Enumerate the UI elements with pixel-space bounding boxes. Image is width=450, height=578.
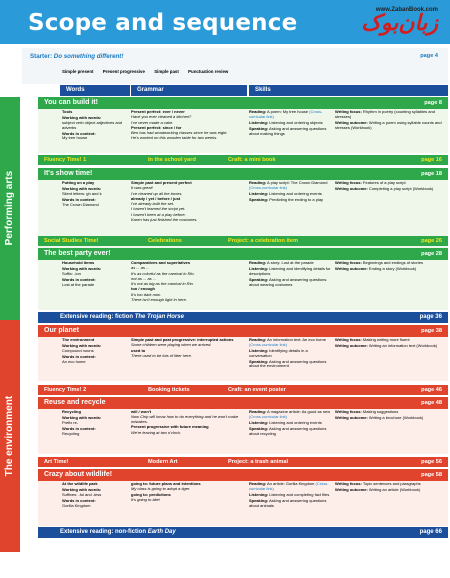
skills-text: Listening and ordering events [268,419,322,425]
writing-text: Writing an information text (Workbook) [367,342,438,348]
skills-text: Listening and ordering objects [268,119,323,125]
writing-heading: Writing outcome: [335,185,368,191]
unit-title: Crazy about wildlife! [44,471,113,478]
grammar-example: My class is going to adopt a tiger. [131,486,191,492]
unit-number: 2 [25,170,33,185]
skills-text: Asking and answering questions about wearing costumes [249,276,327,287]
writing-text: Completing a play script (Workbook) [367,185,434,191]
grammar-example: We're leaving at two o'clock. [131,429,182,435]
grammar-example: It's not as big as the carnival in Rio. [131,281,194,287]
writing-heading: Writing outcome: [335,486,368,492]
grammar-heading: used to [131,347,146,353]
skills-text: Asking and answering questions about making things [249,125,327,136]
words-heading: Working with words: [62,414,102,420]
unit-number: 4 [25,327,33,342]
words-entry [62,499,130,509]
skills-text: Predicting the ending to a play [268,196,324,202]
words-text: The Crown Diamond [62,201,99,207]
skills-text: Listening and completing fact files [268,491,330,497]
strip-title: Fluency Time! 1 [44,157,87,163]
grammar-example: I've never made a cake. [131,119,174,125]
skills-entry [249,127,331,137]
words-cell [62,482,130,509]
grammar-example: not as ... as ... [131,275,157,281]
skills-heading: Listening: [249,491,269,497]
strip-page: page 56 [421,459,442,465]
grammar-example: Karen has just finished the costumes. [131,216,198,222]
extensive-title: Earth Day [147,529,176,535]
starter-label: Starter: [30,53,53,60]
extensive-title: The Trojan Horse [134,314,184,320]
unit-title-bar [38,325,448,337]
strip-topic: Booking tickets [148,387,190,393]
writing-cell [335,110,445,132]
skills-heading: Speaking: [249,196,269,202]
column-header-grammar: Grammar [131,85,247,96]
grammar-example: He's worked on this wooden table for two weeks. [131,135,218,141]
unit-page: page 48 [421,400,442,406]
skills-entry [249,338,331,348]
column-header-skills: Skills [249,85,448,96]
writing-heading: Writing outcome: [335,342,368,348]
skills-entry [249,482,331,492]
words-heading: Working with words: [62,185,102,191]
extensive-reading-fiction [38,312,448,323]
skills-entry [249,278,331,288]
skills-heading: Reading: [249,109,267,114]
skills-entry [249,110,331,120]
page-title: Scope and sequence [28,10,298,36]
words-cell [62,338,130,365]
grammar-example: I've cleaned up all the boxes. [131,190,183,196]
unit-title: The best party ever! [44,250,111,257]
skills-heading: Reading: [249,481,267,486]
cross-curricular-link: (Cross-curricular link) [249,341,288,347]
skills-text: Asking and answering questions about the environment [249,358,327,369]
grammar-example: It's going to bite! [131,496,161,502]
strip-page: page 26 [421,238,442,244]
writing-entry [335,416,445,421]
skills-cell [249,338,331,370]
skills-text: A play script: The Crown Diamond [266,180,328,185]
words-entry [62,132,130,142]
strip-page: page 16 [421,157,442,163]
writing-heading: Writing focus: [335,337,362,342]
grammar-example: It's too dark now. [131,291,161,297]
grammar-cell [131,261,247,303]
page-header [0,0,450,44]
words-text: Compound nouns [62,347,94,353]
cross-curricular-link: (Cross-curricular link) [249,109,323,119]
extensive-page: page 36 [419,314,442,320]
column-header-words: Words [60,85,130,96]
words-heading: At the wildlife park [62,481,98,486]
art-strip [38,457,448,467]
skills-entry [249,360,331,370]
skills-text: A magazine article: As good as new [266,409,331,414]
skills-cell [249,110,331,137]
logo-mark: زبان‌بوک [361,11,438,37]
strip-page: page 46 [421,387,442,393]
words-entry [62,198,130,208]
grammar-cell [131,338,247,359]
words-entry [62,427,130,437]
unit-page: page 58 [421,472,442,478]
grammar-example: Ben has had woodworking classes since he was eight. [131,130,228,136]
grammar-example: Now Chip will know how to do everything and he won't make mistakes. [131,414,239,425]
unit-title-bar [38,397,448,409]
writing-text: Writing a brochure (Workbook) [367,414,424,420]
grammar-example: It's as colorful as the carnival in Rio. [131,270,195,276]
grammar-example: There isn't enough light in here. [131,296,187,302]
words-entry [62,355,130,365]
writing-heading: Writing focus: [335,180,362,185]
strip-project: Project: a trash animal [228,459,288,465]
fluency-strip-1 [38,155,448,165]
cross-curricular-link: (Cross-curricular link) [249,413,288,419]
writing-text: Topic sentences and paragraphs [361,481,421,486]
words-text: Recycling [62,430,80,436]
words-heading: Putting on a play [62,180,95,185]
grammar-heading: already / yet / before / just [131,195,181,201]
writing-text: Writing a poem using syllable counts and stresses (Workbook) [335,119,442,130]
grammar-heading: Present progressive with future meaning [131,424,209,430]
words-heading: Working with words: [62,265,102,271]
writing-cell [335,338,445,350]
section-performing-arts [0,97,20,320]
skills-entry [249,267,331,277]
skills-cell [249,410,331,437]
writing-text: Writing an article (Workbook) [367,486,421,492]
words-heading: Tools [62,109,73,114]
unit-page: page 8 [424,100,442,106]
starter-item: Punctuation review [188,69,229,74]
strip-topic: Modern Art [148,459,178,465]
logo-url: www.ZabanBook.com [375,7,438,13]
skills-text: A poem: My tree house [266,109,309,114]
skills-heading: Reading: [249,409,267,414]
writing-entry [335,488,445,493]
skills-cell [249,261,331,288]
words-heading: Recycling [62,409,81,414]
writing-heading: Writing focus: [335,260,362,265]
grammar-example: I've already built the set. [131,201,175,207]
unit-title: Our planet [44,327,80,334]
writing-text: Features of a play script [361,180,406,185]
starter-item: Simple past [154,69,179,74]
skills-heading: Reading: [249,180,267,185]
unit-page: page 18 [421,171,442,177]
starter-item: Simple present [62,69,94,74]
grammar-example: There used to be lots of litter here. [131,352,192,358]
unit-title-bar [38,248,448,260]
words-heading: Words in context: [62,425,96,431]
writing-heading: Writing focus: [335,109,362,114]
writing-heading: Writing outcome: [335,414,368,420]
writing-cell [335,482,445,494]
grammar-example: I haven't learned the script yet. [131,206,186,212]
words-entry [62,344,130,354]
skills-text: Listening and identifying details for descriptions [249,265,331,276]
grammar-heading: too / enough [131,286,155,292]
unit-title-bar [38,97,448,109]
starter-panel [22,48,448,84]
skills-heading: Listening: [249,419,269,425]
starter-items [62,69,236,74]
section-label: The environment [3,395,15,477]
unit-title: You can build it! [44,99,98,106]
writing-text: Making suggestions [361,409,399,414]
writing-text: Ending a story (Workbook) [367,265,417,271]
section-environment [0,320,20,552]
words-heading: Working with words: [62,114,102,120]
grammar-heading: going to: predictions [131,491,171,497]
strip-project: Project: a celebration item [228,238,298,244]
words-heading: Words in context: [62,497,96,503]
words-heading: Working with words: [62,486,102,492]
words-entry [62,278,130,288]
strip-title: Art Time! [44,459,69,465]
skills-text: Asking and answering questions about recycling [249,425,327,436]
starter-title [30,53,123,61]
words-text: Gorilla Kingdom [62,502,91,508]
unit-title-bar [38,168,448,180]
grammar-heading: Present perfect: since / for [131,124,182,130]
cross-curricular-link: (Cross-curricular link) [249,184,288,190]
writing-text: Making writing more fluent [361,337,410,342]
starter-subtitle: Do something different! [53,53,124,60]
words-cell [62,181,130,208]
grammar-heading: going to: future plans and intentions [131,481,201,486]
skills-entry [249,427,331,437]
words-heading: Words in context: [62,196,96,202]
extensive-page: page 66 [419,529,442,535]
writing-entry [335,110,445,120]
skills-cell [249,181,331,204]
writing-heading: Writing focus: [335,409,362,414]
grammar-example: Some children were playing when we arrived. [131,342,212,348]
writing-entry [335,344,445,349]
skills-text: Asking and answering questions about animals [249,497,327,508]
skills-text: Identifying details in a conversation [249,347,308,358]
extensive-reading-nonfiction [38,527,448,538]
skills-entry [249,410,331,420]
grammar-example: It was great! [131,185,153,191]
skills-entry [249,181,331,191]
section-label: Performing arts [3,171,15,246]
writing-cell [335,181,445,193]
writing-text: Rhythm in poetry (counting syllables and stresses) [335,109,435,119]
writing-heading: Writing outcome: [335,265,368,271]
words-text: Lost at the parade [62,281,95,287]
words-entry [62,416,130,426]
starter-page: page 4 [420,53,438,59]
skills-entry [249,198,331,203]
strip-title: Fluency Time! 2 [44,387,87,393]
skills-cell [249,482,331,509]
unit-title: Reuse and recycle [44,399,106,406]
words-text: Silent letters: gh and k [62,190,102,196]
grammar-heading: Simple past and past progressive: interrupted actions [131,337,234,342]
grammar-heading: Simple past and present perfect [131,180,192,185]
skills-entry [249,499,331,509]
words-text: An eco home [62,358,86,364]
words-entry [62,267,130,277]
unit-number: 1 [25,99,33,114]
skills-heading: Reading: [249,337,267,342]
words-cell [62,110,130,142]
writing-heading: Writing focus: [335,481,362,486]
unit-page: page 28 [421,251,442,257]
skills-entry [249,349,331,359]
words-text: My tree house [62,135,88,141]
grammar-example: I haven't been at a play before. [131,211,186,217]
skills-text: An information text: An eco home [266,337,326,342]
words-text: Suffix: -ion [62,270,81,276]
skills-text: An article: Gorilla Kingdom [266,481,315,486]
grammar-cell [131,410,247,436]
words-entry [62,116,130,131]
words-heading: The environment [62,337,95,342]
words-heading: Words in context: [62,130,96,136]
cross-curricular-link: (Cross-curricular link) [249,481,329,491]
unit-number: 6 [25,471,33,486]
words-entry [62,488,130,498]
skills-heading: Speaking: [249,276,269,282]
unit-title-bar [38,469,448,481]
starter-item: Present progressive [102,69,145,74]
words-heading: Working with words: [62,342,102,348]
unit-number: 5 [25,399,33,414]
words-text: Suffixes: -ful and -less [62,491,102,497]
grammar-cell [131,110,247,142]
skills-heading: Speaking: [249,425,269,431]
grammar-heading: Comparatives and superlatives [131,260,191,265]
extensive-label: Extensive reading: non-fiction [60,529,147,535]
extensive-label: Extensive reading: fiction [60,314,134,320]
words-text: subject verb object adjectives and adverbs [62,119,123,130]
words-cell [62,410,130,437]
grammar-cell [131,482,247,503]
site-logo [361,7,438,35]
writing-entry [335,267,445,272]
writing-text: Beginnings and endings of stories [361,260,423,265]
skills-heading: Reading: [249,260,267,265]
skills-heading: Speaking: [249,125,269,131]
unit-title: It's show time! [44,170,93,177]
grammar-heading: will / won't [131,409,152,414]
words-heading: Words in context: [62,353,96,359]
words-text: Prefix re- [62,419,79,425]
words-heading: Words in context: [62,276,96,282]
writing-heading: Writing outcome: [335,119,368,125]
writing-entry [335,121,445,131]
strip-topic: In the school yard [148,157,196,163]
unit-number: 3 [25,250,33,265]
strip-topic: Celebrations [148,238,182,244]
writing-cell [335,410,445,422]
skills-heading: Listening: [249,347,269,353]
writing-entry [335,187,445,192]
skills-heading: Listening: [249,265,269,271]
skills-heading: Speaking: [249,358,269,364]
grammar-heading: Present perfect: ever / never [131,109,185,114]
skills-text: A story: Lost at the parade [266,260,314,265]
unit-page: page 38 [421,328,442,334]
words-cell [62,261,130,288]
skills-heading: Listening: [249,119,269,125]
fluency-strip-2 [38,385,448,395]
words-heading: Household items [62,260,95,265]
skills-heading: Listening: [249,190,269,196]
skills-text: Listening and ordering events [268,190,322,196]
strip-title: Social Studies Time! [44,238,99,244]
words-entry [62,187,130,197]
strip-craft: Craft: an event poster [228,387,286,393]
skills-heading: Speaking: [249,497,269,503]
writing-cell [335,261,445,273]
grammar-example: as ... as ... [131,265,150,271]
grammar-example: Have you ever cleaned a kitchen? [131,114,192,120]
strip-craft: Craft: a mini book [228,157,276,163]
social-studies-strip [38,236,448,246]
grammar-cell [131,181,247,223]
